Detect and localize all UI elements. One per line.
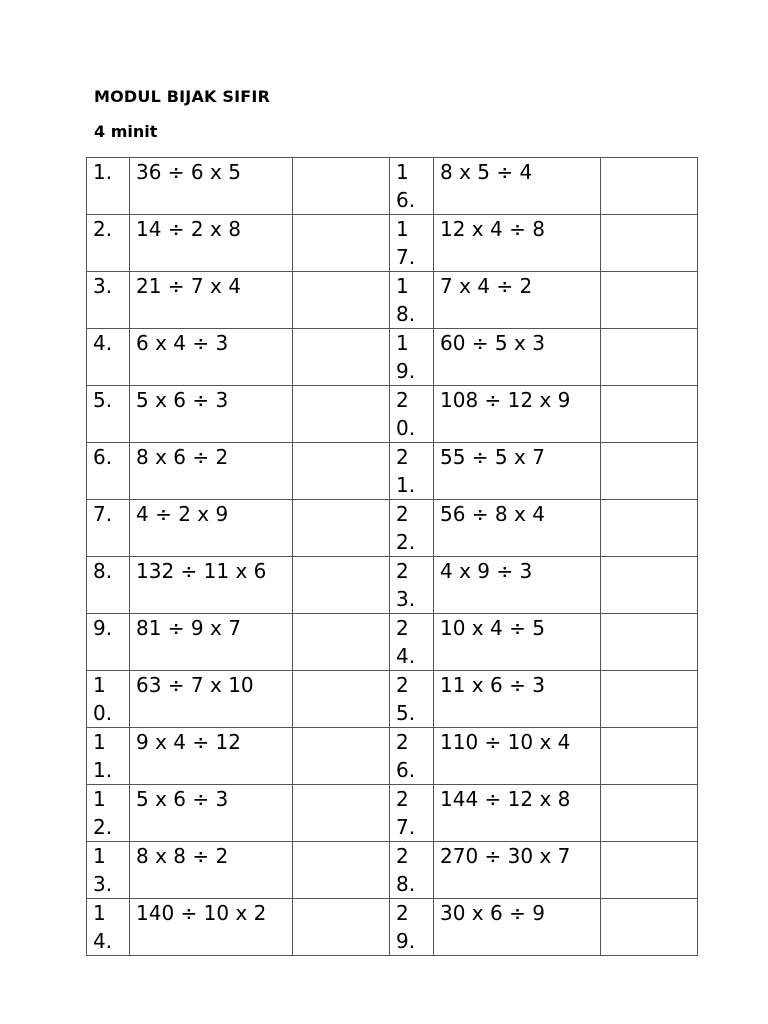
answer-cell[interactable] <box>293 842 390 899</box>
question-number: 19. <box>390 329 434 386</box>
answer-cell[interactable] <box>601 671 698 728</box>
answer-cell[interactable] <box>293 272 390 329</box>
question-text: 270 ÷ 30 x 7 <box>434 842 601 899</box>
question-number: 20. <box>390 386 434 443</box>
table-row <box>87 500 698 557</box>
question-text: 132 ÷ 11 x 6 <box>130 557 293 614</box>
answer-cell[interactable] <box>293 500 390 557</box>
question-text: 8 x 8 ÷ 2 <box>130 842 293 899</box>
question-number: 24. <box>390 614 434 671</box>
answer-cell[interactable] <box>293 899 390 956</box>
question-number: 4. <box>87 329 130 386</box>
answer-cell[interactable] <box>601 557 698 614</box>
table-row <box>87 728 698 785</box>
answer-cell[interactable] <box>293 215 390 272</box>
question-number: 26. <box>390 728 434 785</box>
question-text: 8 x 6 ÷ 2 <box>130 443 293 500</box>
table-row <box>87 842 698 899</box>
answer-cell[interactable] <box>601 272 698 329</box>
table-row <box>87 215 698 272</box>
question-text: 140 ÷ 10 x 2 <box>130 899 293 956</box>
question-number: 23. <box>390 557 434 614</box>
question-number: 14. <box>87 899 130 956</box>
question-text: 5 x 6 ÷ 3 <box>130 386 293 443</box>
table-row <box>87 614 698 671</box>
question-text: 14 ÷ 2 x 8 <box>130 215 293 272</box>
question-number: 21. <box>390 443 434 500</box>
question-text: 55 ÷ 5 x 7 <box>434 443 601 500</box>
answer-cell[interactable] <box>293 329 390 386</box>
question-number: 3. <box>87 272 130 329</box>
question-text: 30 x 6 ÷ 9 <box>434 899 601 956</box>
answer-cell[interactable] <box>293 671 390 728</box>
question-text: 9 x 4 ÷ 12 <box>130 728 293 785</box>
question-number: 22. <box>390 500 434 557</box>
question-text: 11 x 6 ÷ 3 <box>434 671 601 728</box>
table-row <box>87 671 698 728</box>
question-text: 8 x 5 ÷ 4 <box>434 158 601 215</box>
question-number: 5. <box>87 386 130 443</box>
page-title: MODUL BIJAK SIFIR <box>94 87 271 106</box>
question-text: 12 x 4 ÷ 8 <box>434 215 601 272</box>
answer-cell[interactable] <box>293 785 390 842</box>
question-number: 10. <box>87 671 130 728</box>
question-number: 6. <box>87 443 130 500</box>
question-number: 28. <box>390 842 434 899</box>
answer-cell[interactable] <box>601 728 698 785</box>
question-number: 1. <box>87 158 130 215</box>
table-row <box>87 899 698 956</box>
question-number: 11. <box>87 728 130 785</box>
table-row <box>87 386 698 443</box>
question-text: 6 x 4 ÷ 3 <box>130 329 293 386</box>
answer-cell[interactable] <box>601 215 698 272</box>
question-number: 18. <box>390 272 434 329</box>
table-row <box>87 272 698 329</box>
question-number: 27. <box>390 785 434 842</box>
question-table-body <box>87 158 698 956</box>
answer-cell[interactable] <box>293 158 390 215</box>
answer-cell[interactable] <box>601 785 698 842</box>
answer-cell[interactable] <box>601 443 698 500</box>
question-text: 144 ÷ 12 x 8 <box>434 785 601 842</box>
question-number: 29. <box>390 899 434 956</box>
answer-cell[interactable] <box>601 842 698 899</box>
question-text: 108 ÷ 12 x 9 <box>434 386 601 443</box>
table-row <box>87 557 698 614</box>
answer-cell[interactable] <box>601 614 698 671</box>
answer-cell[interactable] <box>293 386 390 443</box>
question-number: 13. <box>87 842 130 899</box>
question-number: 25. <box>390 671 434 728</box>
answer-cell[interactable] <box>293 614 390 671</box>
question-text: 110 ÷ 10 x 4 <box>434 728 601 785</box>
question-text: 21 ÷ 7 x 4 <box>130 272 293 329</box>
question-number: 12. <box>87 785 130 842</box>
question-text: 81 ÷ 9 x 7 <box>130 614 293 671</box>
table-row <box>87 158 698 215</box>
question-text: 4 ÷ 2 x 9 <box>130 500 293 557</box>
question-number: 8. <box>87 557 130 614</box>
question-text: 5 x 6 ÷ 3 <box>130 785 293 842</box>
question-number: 16. <box>390 158 434 215</box>
answer-cell[interactable] <box>601 500 698 557</box>
question-text: 60 ÷ 5 x 3 <box>434 329 601 386</box>
answer-cell[interactable] <box>293 443 390 500</box>
question-text: 10 x 4 ÷ 5 <box>434 614 601 671</box>
table-row <box>87 329 698 386</box>
answer-cell[interactable] <box>601 329 698 386</box>
answer-cell[interactable] <box>601 158 698 215</box>
answer-cell[interactable] <box>293 728 390 785</box>
answer-cell[interactable] <box>601 386 698 443</box>
table-row <box>87 785 698 842</box>
question-number: 2. <box>87 215 130 272</box>
answer-cell[interactable] <box>601 899 698 956</box>
table-row <box>87 443 698 500</box>
question-number: 17. <box>390 215 434 272</box>
question-text: 56 ÷ 8 x 4 <box>434 500 601 557</box>
question-number: 7. <box>87 500 130 557</box>
question-number: 9. <box>87 614 130 671</box>
question-text: 36 ÷ 6 x 5 <box>130 158 293 215</box>
question-text: 63 ÷ 7 x 10 <box>130 671 293 728</box>
question-text: 7 x 4 ÷ 2 <box>434 272 601 329</box>
time-limit: 4 minit <box>94 122 158 141</box>
answer-cell[interactable] <box>293 557 390 614</box>
question-text: 4 x 9 ÷ 3 <box>434 557 601 614</box>
question-table <box>86 157 698 956</box>
